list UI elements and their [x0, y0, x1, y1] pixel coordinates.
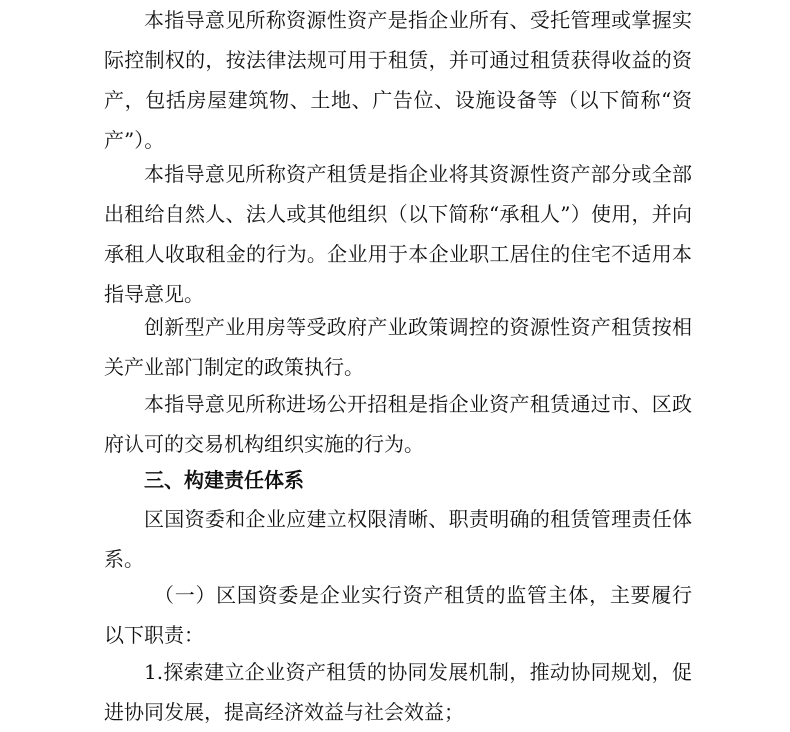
paragraph-lease-definition: 本指导意见所称资产租赁是指企业将其资源性资产部分或全部出租给自然人、法人或其他组织（以下简称“承租人”）使用，并向承租人收取租金的行为。企业用于本企业职工居住的住宅不适用本指导意见。: [104, 162, 692, 306]
subsection-title: （一）区国资委是企业实行资产租赁的监管主体，主要履行以下职责：: [104, 583, 692, 647]
section-heading: 三、构建责任体系: [144, 468, 304, 492]
paragraph-asset-definition: 本指导意见所称资源性资产是指企业所有、受托管理或掌握实际控制权的，按法律法规可用于租赁，并可通过租赁获得收益的资产，包括房屋建筑物、土地、广告位、设施设备等（以下简称“资产”）。: [104, 8, 692, 152]
paragraph-section-intro: 区国资委和企业应建立权限清晰、职责明确的租赁管理责任体系。: [104, 507, 692, 571]
list-item-1: 1.探索建立企业资产租赁的协同发展机制，推动协同规划，促进协同发展，提高经济效益与社会效益；: [104, 660, 692, 724]
paragraph-industrial-housing: 创新型产业用房等受政府产业政策调控的资源性资产租赁按相关产业部门制定的政策执行。: [104, 315, 692, 379]
paragraph-public-tender: 本指导意见所称进场公开招租是指企业资产租赁通过市、区政府认可的交易机构组织实施的行为。: [104, 392, 692, 456]
